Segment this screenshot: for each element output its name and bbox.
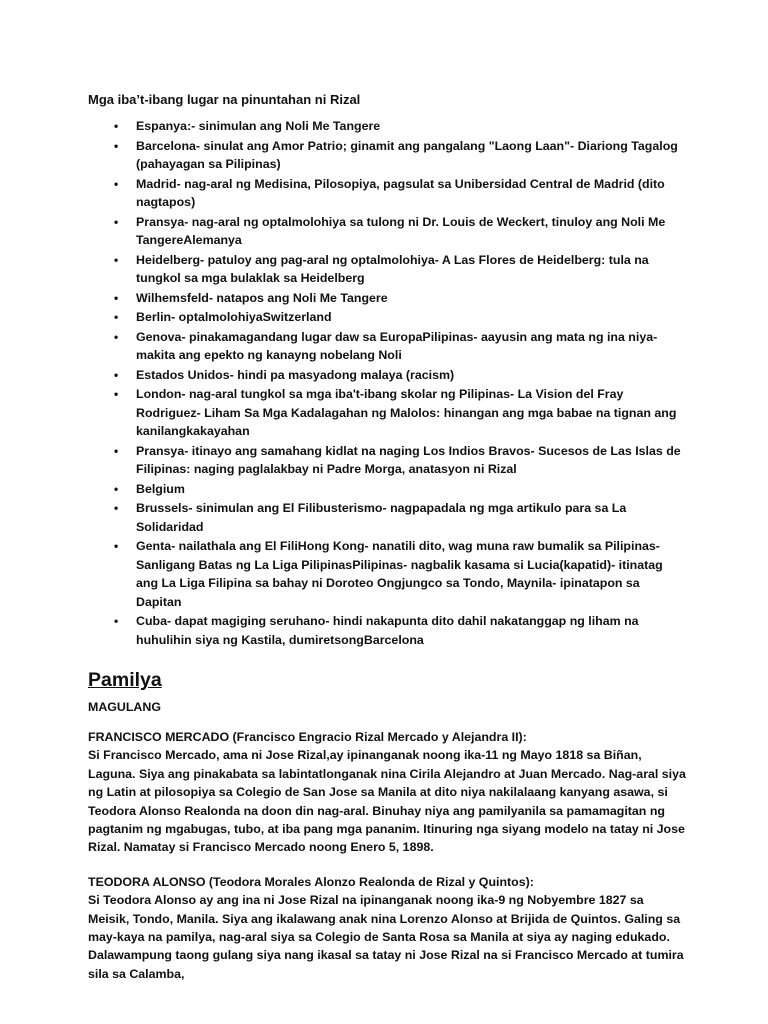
bullet-icon: • xyxy=(114,252,119,267)
section-title-pamilya: Pamilya xyxy=(88,669,162,691)
list-item: • Madrid- nag-aral ng Medisina, Pilosopiya, pagsulat sa Unibersidad Central de Madrid (dito nagtapos) xyxy=(114,176,665,209)
list-item: • Genova- pinakamagandang lugar daw sa EuropaPilipinas- aayusin ang mata ng ina niya- makita ang epekto ng kanayng nobelang Noli xyxy=(114,329,658,363)
list-item: • Brussels- sinimulan ang El Filibusterismo- nagpapadala ng mga artikulo para sa La Solidaridad xyxy=(114,501,627,534)
bullet-icon: • xyxy=(114,443,119,458)
list-item: • London- nag-aral tungkol sa mga iba't-ibang skolar ng Pilipinas- La Vision del Fray Rodriguez- Liham Sa Mga Kadalagahan ng Malolos: hinangan ang mga babae na tignan ang kanilangkakayahan xyxy=(114,387,677,439)
subheading-magulang: MAGULANG xyxy=(88,700,161,714)
list-item: • Belgium xyxy=(88,480,688,498)
bullet-icon: • xyxy=(114,539,119,554)
bullet-icon: • xyxy=(114,387,119,402)
list-item: • Estados Unidos- hindi pa masyadong malaya (racism) xyxy=(88,366,688,384)
list-item: • Heidelberg- patuloy ang pag-aral ng optalmolohiya- A Las Flores de Heidelberg: tula na tungkol sa mga bulaklak sa Heidelberg xyxy=(114,252,649,285)
bullet-icon: • xyxy=(114,367,119,382)
bullet-icon: • xyxy=(114,481,119,496)
bullet-icon: • xyxy=(114,501,119,516)
list-item: • Cuba- dapat magiging seruhano- hindi nakapunta dito dahil nakatanggap ng liham na huhulihin siya ng Kastila, dumiretsongBarcelona xyxy=(114,614,639,647)
bullet-icon: • xyxy=(114,138,119,153)
list-item: • Wilhemsfeld- natapos ang Noli Me Tangere xyxy=(88,289,688,307)
places-list xyxy=(88,117,688,649)
bullet-icon: • xyxy=(114,310,119,325)
person-text-teodora: Si Teodora Alonso ay ang ina ni Jose Rizal na ipinanganak noong ika-9 ng Nobyembre 1827 sa Meisik, Tondo, Manila. Siya ang ikalawang anak nina Lorenzo Alonso at Brijida de Quintos. Galing sa may-kaya na pamilya, nag-aral siya sa Colegio de Santa Rosa sa Manila at siya ay naging edukado. Dalawampung taong gulang siya nang ikasal sa tatay ni Jose Rizal na si Francisco Mercado at tumira sila sa Calamba, xyxy=(88,893,684,981)
places-heading: Mga iba’t-ibang lugar na pinuntahan ni Rizal xyxy=(88,92,361,107)
list-item: • Pransya- nag-aral ng optalmolohiya sa tulong ni Dr. Louis de Weckert, tinuloy ang Noli Me TangereAlemanya xyxy=(114,214,666,247)
list-item: • Espanya:- sinimulan ang Noli Me Tangere xyxy=(88,117,688,135)
person-heading-francisco: FRANCISCO MERCADO (Francisco Engracio Rizal Mercado y Alejandra II): xyxy=(88,730,527,744)
list-item: • Berlin- optalmolohiyaSwitzerland xyxy=(88,308,688,326)
bullet-icon: • xyxy=(114,214,119,229)
list-item: • Pransya- itinayo ang samahang kidlat na naging Los Indios Bravos- Sucesos de Las Islas de Filipinas: naging paglalakbay ni Padre Morga, anatasyon ni Rizal xyxy=(114,443,681,477)
bullet-icon: • xyxy=(114,329,119,344)
person-heading-teodora: TEODORA ALONSO (Teodora Morales Alonzo Realonda de Rizal y Quintos): xyxy=(88,874,534,889)
person-text-francisco: Si Francisco Mercado, ama ni Jose Rizal,ay ipinanganak noong ika-11 ng Mayo 1818 sa Biñan, Laguna. Siya ang pinakabata sa labintatlonganak nina Cirila Alejandro at Juan Mercado. Nag-aral siya ng Latin at pilosopiya sa Colegio de San Jose sa Manila at dito niya nakilalaang kanyang asawa, si Teodora Alonso Realonda na doon din nag-aral. Binuhay niya ang pamilyanila sa pamamagitan ng pagtanim ng mgabugas, tubo, at iba pang mga pananim. Itinuring nga siyang modelo na tatay ni Jose Rizal. Namatay si Francisco Mercado noong Enero 5, 1898. xyxy=(88,748,686,855)
bullet-icon: • xyxy=(114,176,119,191)
bullet-icon: • xyxy=(114,614,119,629)
list-item: • Genta- nailathala ang El FiliHong Kong- nanatili dito, wag muna raw bumalik sa Pilipinas- Sanligang Batas ng La Liga PilipinasPilipinas- nagbalik kasama si Lucia(kapatid)- itinatag ang La Liga Filipina sa bahay ni Doroteo Ongjungco sa Tondo, Maynila- ipinatapon sa Dapitan xyxy=(114,539,663,609)
bullet-icon: • xyxy=(114,290,119,305)
list-item: • Barcelona- sinulat ang Amor Patrio; ginamit ang pangalang "Laong Laan"- Diariong Tagalog (pahayagan sa Pilipinas) xyxy=(114,138,678,171)
bullet-icon: • xyxy=(114,119,119,133)
